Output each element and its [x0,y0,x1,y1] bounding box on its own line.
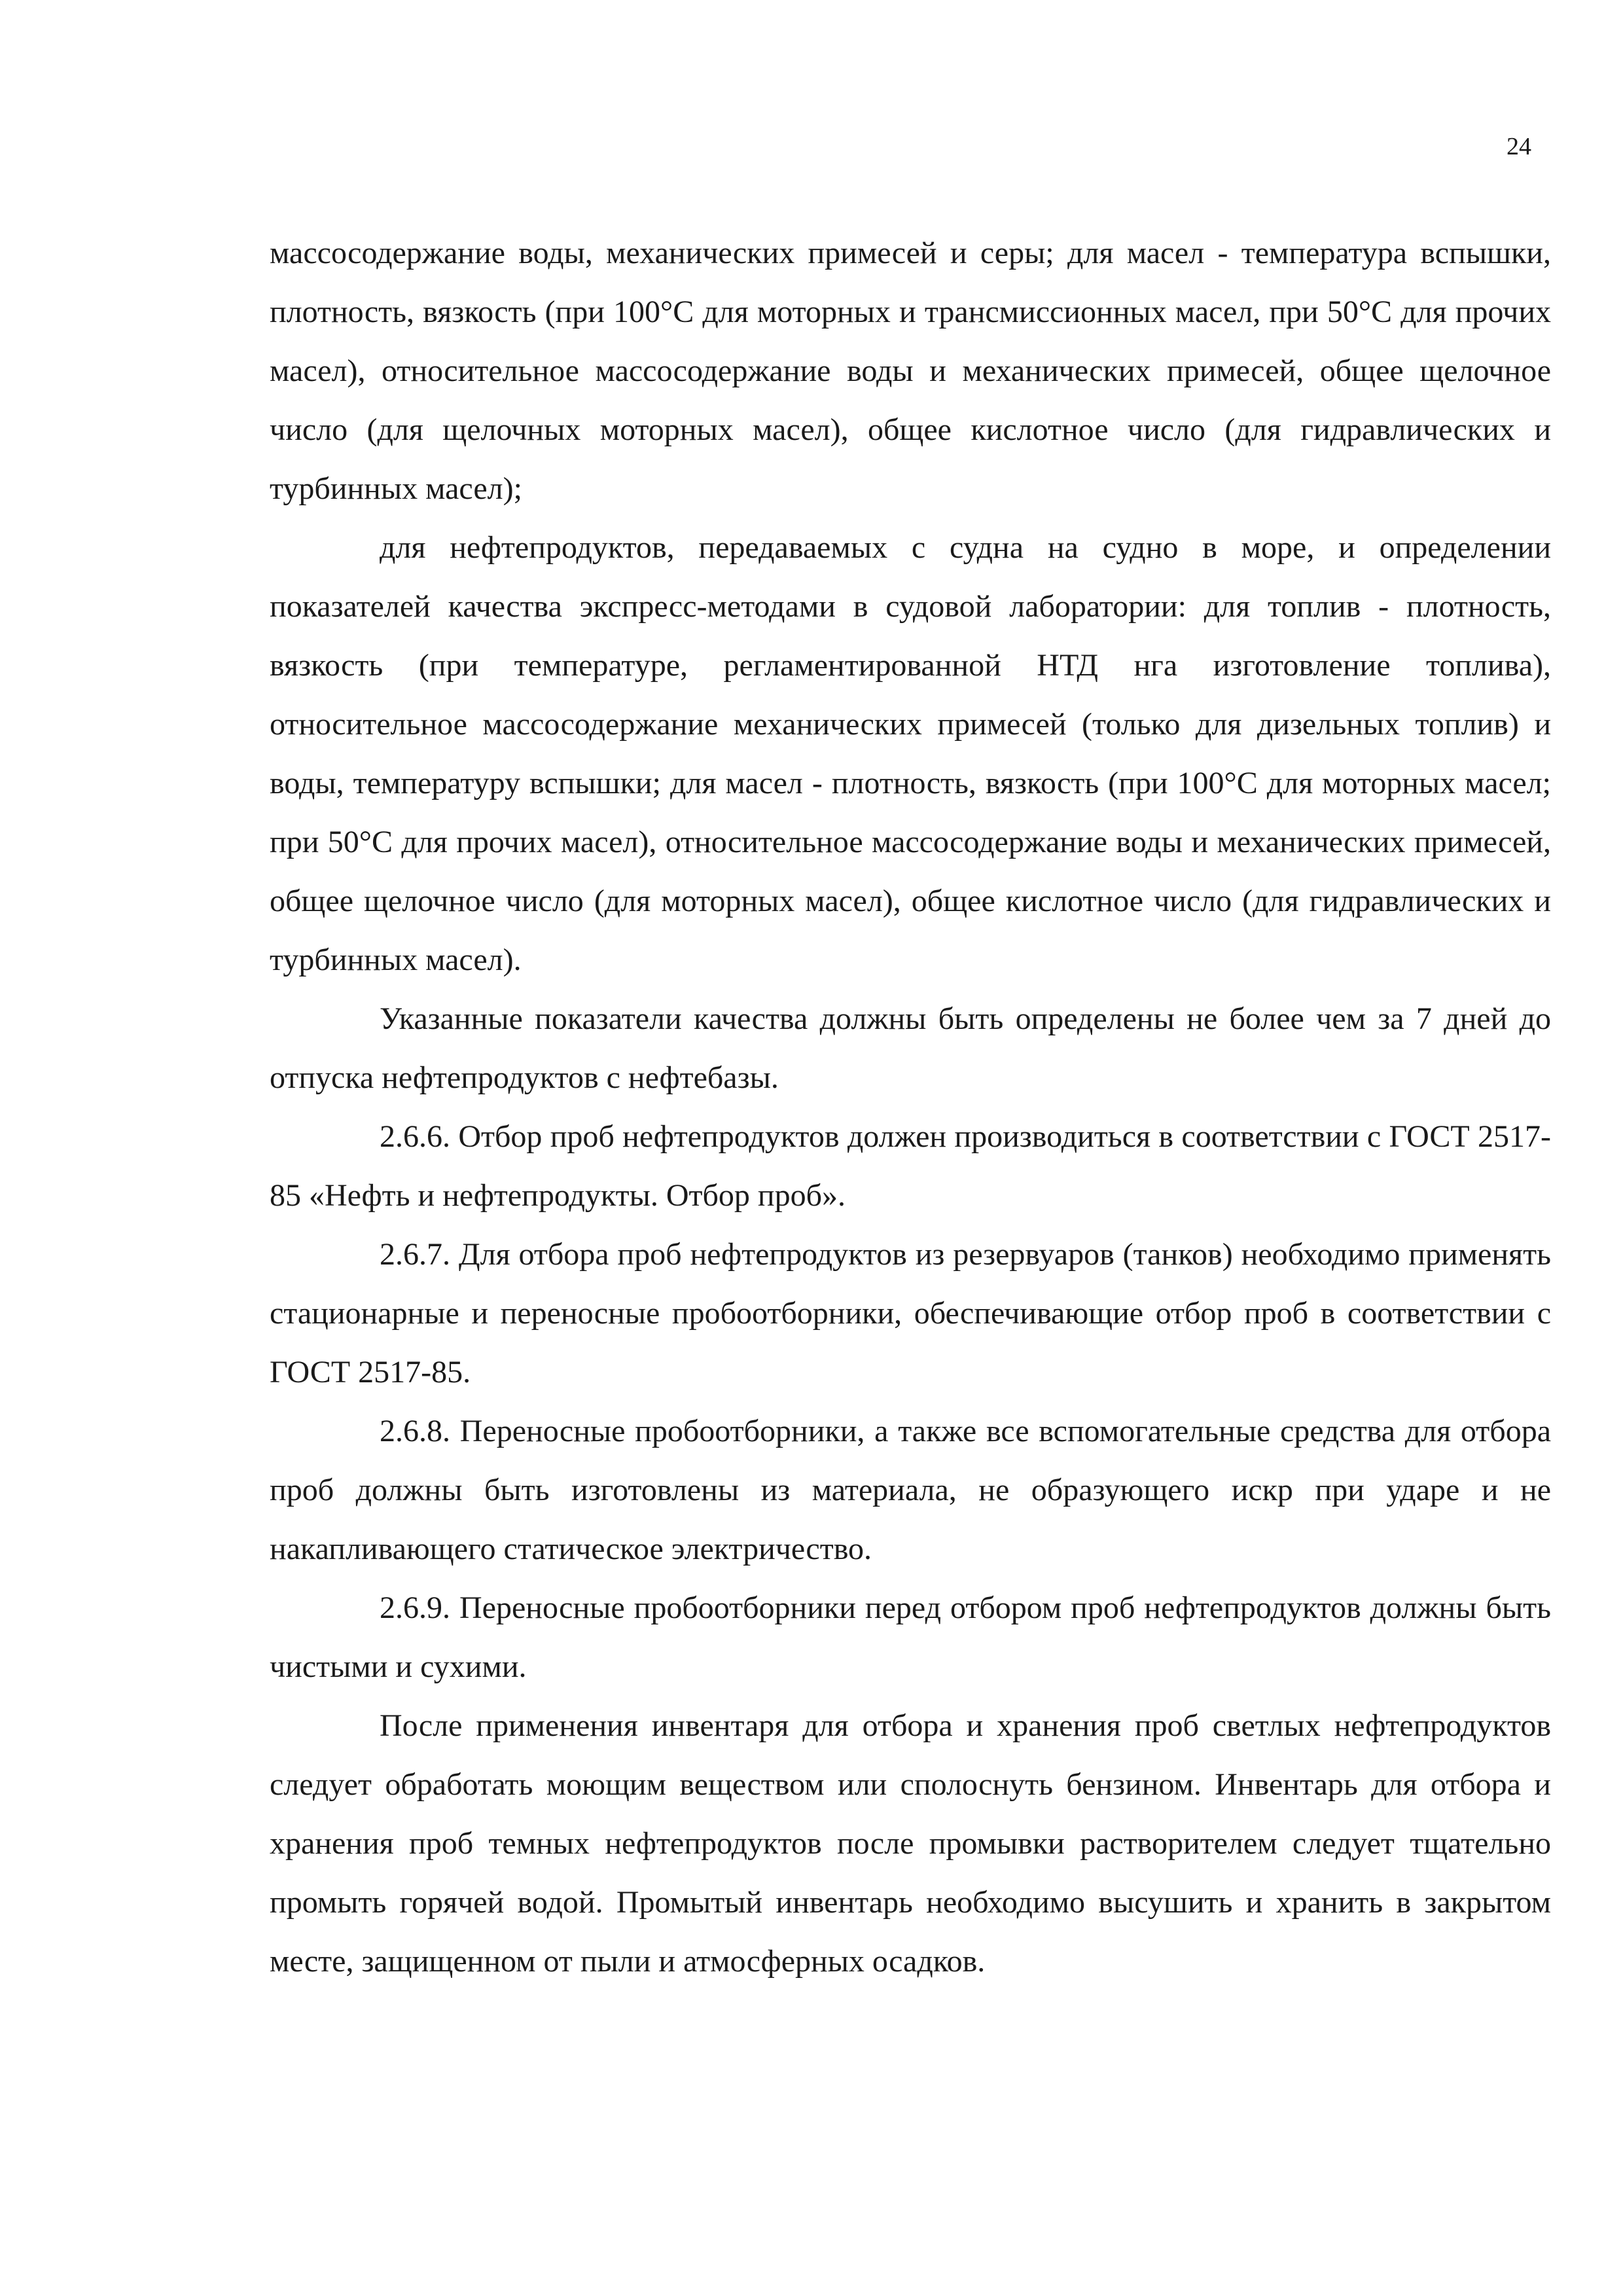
page-number: 24 [1507,133,1531,160]
paragraph-2-6-9: 2.6.9. Переносные пробоотборники перед отбором проб нефтепродуктов должны быть чистыми и сухими. [270,1590,1551,1684]
paragraph-ship-transfer: для нефтепродуктов, передаваемых с судна на судно в море, и определении показателей качества экспресс-методами в судовой лаборатории: для топлив - плотность, вязкость (при температуре, регламентированной НТД нга изготовление топлива), относительное массосодержание механических примесей (только для дизельных топлив) и воды, температуру вспышки; для масел - плотность, вязкость (при 100°С для моторных масел; при 50°С для прочих масел), относительное массосодержание воды и механических примесей, общее щелочное число (для моторных масел), общее кислотное число (для гидравлических и турбинных масел). [270,530,1551,977]
paragraph-2-6-6: 2.6.6. Отбор проб нефтепродуктов должен производиться в соответствии с ГОСТ 2517-85 «Нефть и нефтепродукты. Отбор проб». [270,1119,1551,1213]
paragraph-cleaning: После применения инвентаря для отбора и хранения проб светлых нефтепродуктов следует обработать моющим веществом или сполоснуть бензином. Инвентарь для отбора и хранения проб темных нефтепродуктов после промывки растворителем следует тщательно промыть горячей водой. Промытый инвентарь необходимо высушить и хранить в закрытом месте, защищенном от пыли и атмосферных осадков. [270,1708,1551,1979]
paragraph-continuation: массосодержание воды, механических примесей и серы; для масел - температура вспышки, плотность, вязкость (при 100°С для моторных и трансмиссионных масел, при 50°С для прочих масел), относительное массосодержание воды и механических примесей, общее щелочное число (для щелочных моторных масел), общее кислотное число (для гидравлических и турбинных масел); [270,236,1551,506]
paragraph-2-6-8: 2.6.8. Переносные пробоотборники, а также все вспомогательные средства для отбора проб должны быть изготовлены из материала, не образующего искр при ударе и не накапливающего статическое электричество. [270,1414,1551,1566]
paragraph-2-6-7: 2.6.7. Для отбора проб нефтепродуктов из резервуаров (танков) необходимо применять стационарные и переносные пробоотборники, обеспечивающие отбор проб в соответствии с ГОСТ 2517-85. [270,1237,1551,1390]
document-body [270,224,1551,1991]
paragraph-quality-deadline: Указанные показатели качества должны быть определены не более чем за 7 дней до отпуска нефтепродуктов с нефтебазы. [270,1001,1551,1095]
